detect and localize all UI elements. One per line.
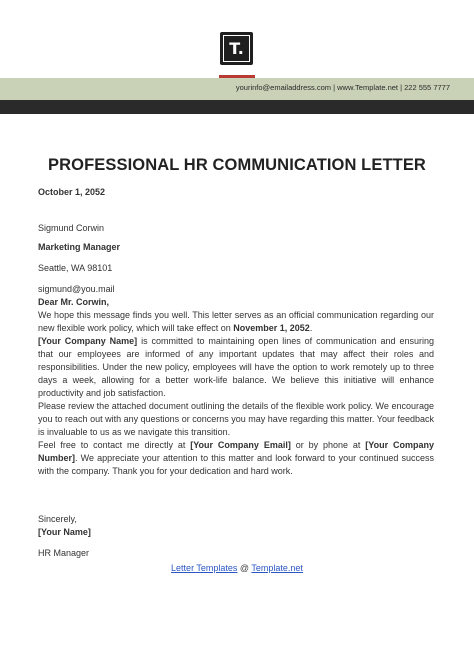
body-paragraph-4	[38, 439, 434, 478]
sender-title: HR Manager	[38, 548, 90, 558]
accent-bar	[219, 75, 255, 78]
footer	[0, 563, 474, 573]
recipient-email: sigmund@you.mail	[38, 284, 115, 294]
recipient-title: Marketing Manager	[38, 242, 121, 252]
logo	[220, 32, 253, 65]
contact-band	[0, 78, 474, 100]
recipient-name: Sigmund Corwin	[38, 223, 105, 233]
body-text: or by phone at	[290, 440, 366, 450]
company-name-placeholder: [Your Company Name]	[38, 336, 138, 346]
body-paragraph-1	[38, 309, 434, 335]
letter-body	[38, 309, 434, 478]
sender-name: [Your Name]	[38, 527, 91, 537]
contact-info: yourinfo@emailaddress.com | www.Template.net | 222 555 7777	[235, 83, 450, 92]
body-text: is committed to maintaining open lines of communication and ensuring that our employees are informed of any important updates that may affect their roles and responsibilities. Under the new policy, employees will have the option to work remotely up to three days a week, allowing for a better work-life balance. We believe this initiative will enhance productivity and job satisfaction.	[38, 336, 434, 398]
body-text: .	[309, 323, 313, 333]
letter-date: October 1, 2052	[38, 187, 106, 197]
logo-mark	[223, 35, 250, 62]
recipient-address: Seattle, WA 98101	[38, 263, 113, 273]
sign-off: Sincerely,	[38, 514, 77, 524]
body-paragraph-3: Please review the attached document outlining the details of the flexible work policy. We encourage you to reach out with any questions or concerns you may have regarding this matter. Your feedback is invaluable to us as we navigate this transition.	[38, 401, 434, 437]
company-email-placeholder: [Your Company Email]	[190, 440, 291, 450]
effective-date: November 1, 2052	[233, 323, 310, 333]
company-number-placeholder: [Your Company Number]	[38, 440, 434, 463]
logo-text: T.	[229, 39, 244, 58]
body-paragraph-2	[38, 335, 434, 400]
body-text: We hope this message finds you well. This letter serves as an official communication regarding our new flexible work policy, which will take effect on	[38, 310, 434, 333]
salutation: Dear Mr. Corwin,	[38, 297, 110, 307]
letter-templates-link[interactable]: Letter Templates	[171, 563, 238, 573]
header-divider	[0, 100, 474, 114]
page-title: PROFESSIONAL HR COMMUNICATION LETTER	[48, 156, 426, 174]
footer-separator: @	[237, 563, 252, 573]
body-text: . We appreciate your attention to this matter and look forward to your continued success with the company. Thank you for your dedication and hard work.	[38, 453, 434, 476]
body-text: Feel free to contact me directly at	[38, 440, 191, 450]
closing	[38, 513, 434, 539]
template-net-link[interactable]: Template.net	[251, 563, 303, 573]
